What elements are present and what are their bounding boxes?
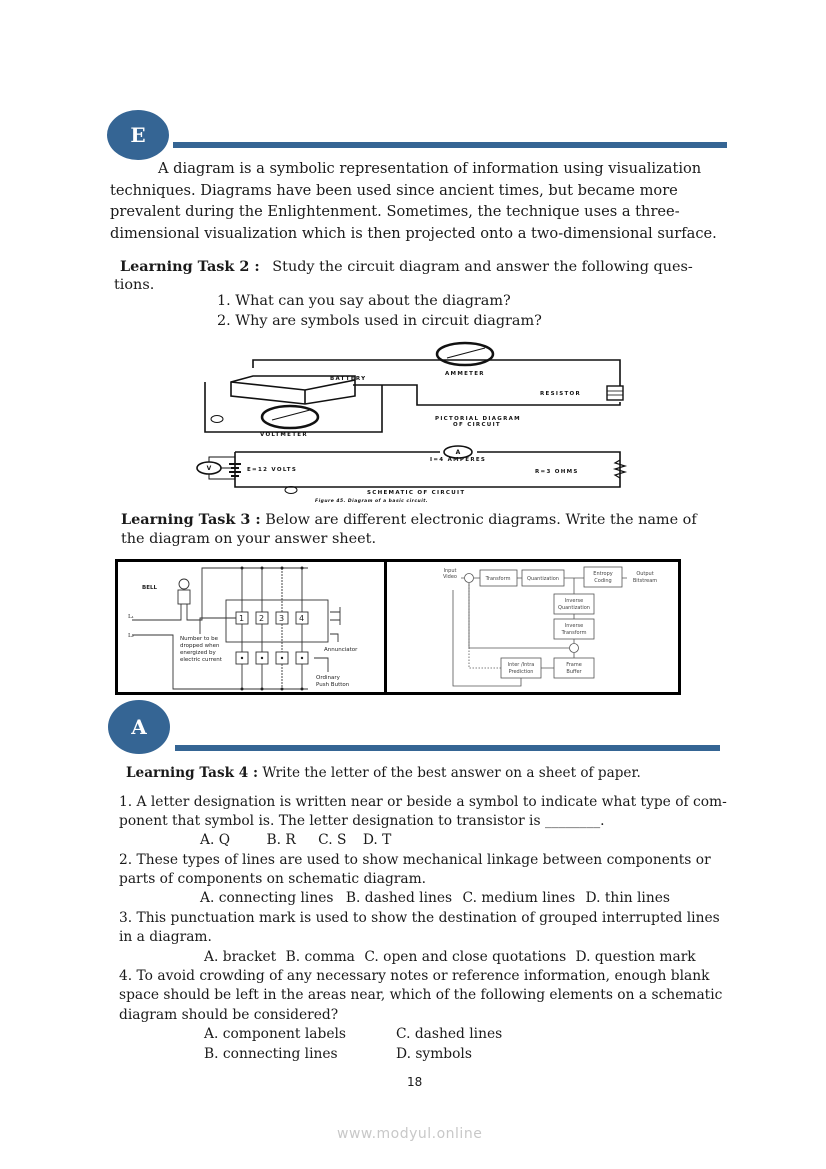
circuit-figure — [195, 340, 645, 505]
q3-line-1: 3. This punctuation mark is used to show the destination of grouped interrupted lines — [119, 910, 720, 926]
label-amperes: I=4 AMPERES — [430, 457, 487, 463]
note-line-4: electric current — [180, 657, 222, 663]
task2-question-2: 2. Why are symbols used in circuit diagram? — [217, 313, 542, 329]
label-push-1: Ordinary — [316, 675, 340, 681]
q2-choice-c: C. medium lines — [462, 890, 576, 906]
q2-choice-b: B. dashed lines — [345, 890, 453, 906]
note-line-2: dropped when — [180, 643, 220, 649]
block-pred-2: Prediction — [508, 669, 534, 675]
block-inv-quant-1: Inverse — [564, 598, 584, 604]
label-output-2: Bitstream — [632, 578, 658, 584]
q1-line-2: ponent that symbol is. The letter designation to transistor is ________. — [119, 813, 605, 829]
intro-line-1: A diagram is a symbolic representation of information using visualization — [158, 160, 702, 177]
q2-line-1: 2. These types of lines are used to show mechanical linkage between components or — [119, 852, 711, 868]
page-number: 18 — [407, 1075, 423, 1089]
number-4: 4 — [299, 614, 305, 623]
label-l1: L₁ — [128, 614, 134, 620]
video-encoder-diagram-box — [384, 559, 681, 695]
number-3: 3 — [279, 614, 285, 623]
q3-choice-d: D. question mark — [575, 949, 696, 965]
q4-choice-b: B. connecting lines — [204, 1046, 338, 1062]
block-inv-quant-2: Quantization — [558, 605, 590, 611]
q4-line-1: 4. To avoid crowding of any necessary notes or reference information, enough blank — [119, 968, 710, 984]
label-pictorial: PICTORIAL DIAGRAM — [435, 416, 521, 422]
label-bell: BELL — [142, 585, 157, 591]
pictorial-wire-top — [253, 360, 620, 386]
label-voltmeter: VOLTMETER — [260, 432, 308, 438]
task4-heading: Learning Task 4 : — [126, 765, 258, 781]
task4-heading-line — [126, 764, 641, 784]
q3-choice-b: B. comma — [285, 949, 355, 965]
number-1: 1 — [239, 614, 245, 623]
ammeter-shape — [437, 343, 493, 365]
task2-heading-line — [120, 257, 693, 278]
number-2: 2 — [259, 614, 265, 623]
q4-choice-d: D. symbols — [396, 1046, 472, 1062]
annunciator-diagram — [118, 562, 384, 692]
intro-line-4: dimensional visualization which is then projected onto a two-dimensional surface. — [110, 225, 717, 242]
block-frame-1: Frame — [566, 662, 582, 668]
q2-choices — [200, 889, 670, 909]
q3-choice-a: A. bracket — [204, 949, 277, 965]
q4-line-2: space should be left in the areas near, which of the following elements on a schematic — [119, 987, 723, 1003]
q2-choice-d: D. thin lines — [585, 890, 670, 906]
label-annunciator: Annunciator — [324, 647, 358, 653]
label-battery: BATTERY — [330, 376, 367, 382]
video-encoder-diagram — [387, 562, 678, 692]
label-push-2: Push Button — [316, 682, 350, 688]
label-ammeter-symbol: A — [455, 449, 461, 456]
note-line-3: energized by — [180, 650, 216, 656]
voltmeter-shape — [262, 406, 318, 428]
label-resistor: RESISTOR — [540, 391, 582, 397]
q4-line-3: diagram should be considered? — [119, 1007, 339, 1023]
block-entropy-1: Entropy — [593, 571, 613, 577]
block-quantization: Quantization — [527, 576, 559, 582]
block-entropy-2: Coding — [594, 578, 612, 584]
block-frame-2: Buffer — [566, 669, 582, 675]
task2-question-1: 1. What can you say about the diagram? — [217, 293, 511, 309]
intro-line-2: techniques. Diagrams have been used since ancient times, but became more — [110, 182, 678, 199]
task2-heading: Learning Task 2 : — [120, 258, 260, 275]
section-badge-e: E — [107, 110, 169, 160]
task3-heading-line — [121, 510, 697, 531]
task4-instruction: Write the letter of the best answer on a sheet of paper. — [262, 765, 641, 781]
q3-choice-c: C. open and close quotations — [364, 949, 567, 965]
section-badge-a: A — [108, 700, 170, 754]
label-l2: L₂ — [128, 633, 134, 639]
task3-heading: Learning Task 3 : — [121, 511, 261, 528]
intro-line-3: prevalent during the Enlightenment. Sometimes, the technique uses a three- — [110, 203, 680, 220]
task3-instruction-cont: the diagram on your answer sheet. — [121, 531, 377, 547]
q1-choice-c: C. S — [318, 832, 347, 848]
q1-choice-a: A. Q — [200, 832, 231, 848]
block-pred-1: Inter /Intra — [507, 662, 535, 668]
q4-choice-c: C. dashed lines — [396, 1026, 503, 1042]
label-schematic: SCHEMATIC OF CIRCUIT — [367, 490, 466, 496]
task2-instruction: Study the circuit diagram and answer the following ques- — [272, 259, 693, 275]
label-caption: Figure 45. Diagram of a basic circuit. — [315, 499, 429, 504]
label-volts: E=12 VOLTS — [247, 467, 298, 473]
q1-choices — [200, 831, 391, 851]
block-inv-trans-2: Transform — [561, 630, 587, 636]
task3-instruction: Below are different electronic diagrams. Write the name of — [265, 512, 697, 528]
watermark: www.modyul.online — [337, 1126, 483, 1142]
section-rule-a — [175, 745, 720, 751]
q2-choice-a: A. connecting lines — [200, 890, 334, 906]
q3-line-2: in a diagram. — [119, 929, 212, 945]
section-rule-e — [173, 142, 727, 148]
q4-choice-a: A. component labels — [204, 1026, 346, 1042]
label-pictorial-2: OF CIRCUIT — [453, 422, 501, 428]
label-ohms: R=3 OHMS — [535, 469, 579, 475]
q1-choice-b: B. R — [266, 832, 296, 848]
block-transform: Transform — [485, 576, 511, 582]
label-output-1: Output — [636, 571, 654, 577]
label-voltmeter-symbol: V — [206, 465, 212, 472]
q3-choices — [204, 948, 696, 968]
task2-instruction-cont: tions. — [114, 277, 155, 293]
resistor-shape — [607, 386, 623, 400]
label-input-2: Video — [442, 574, 458, 580]
q1-line-1: 1. A letter designation is written near or beside a symbol to indicate what type of com- — [119, 794, 727, 810]
label-ammeter: AMMETER — [445, 371, 485, 377]
block-inv-trans-1: Inverse — [564, 623, 584, 629]
note-line-1: Number to be — [180, 636, 218, 642]
label-input-1: Input — [443, 568, 457, 574]
q1-choice-d: D. T — [362, 832, 392, 848]
q2-line-2: parts of components on schematic diagram. — [119, 871, 427, 887]
annunciator-diagram-box — [115, 559, 387, 695]
